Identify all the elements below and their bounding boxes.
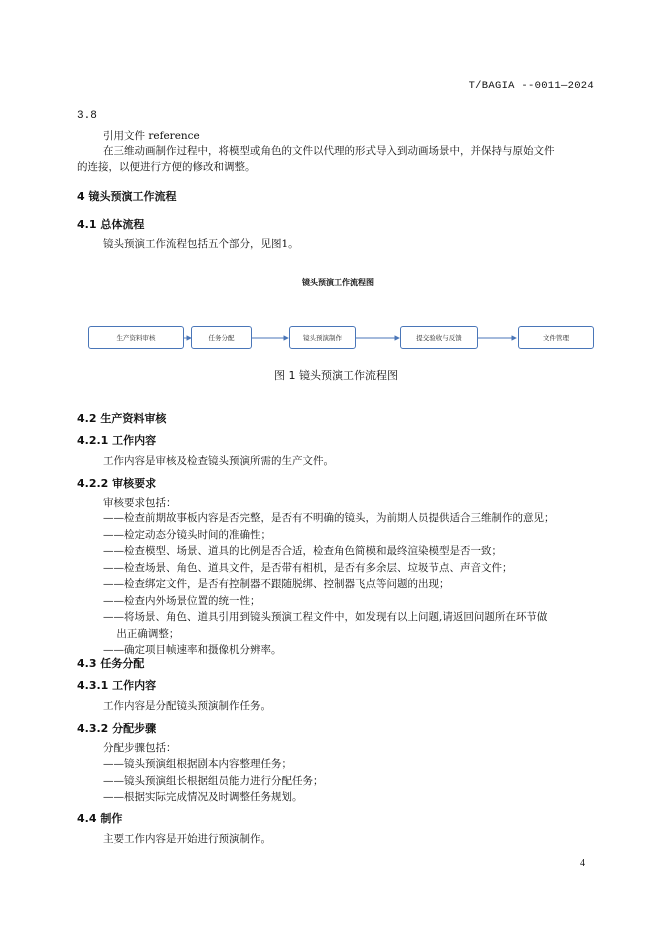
section-4-4-heading: 4.4 制作 [77, 812, 123, 825]
term-definition-line-2: 的连接，以便进行方便的修改和调整。 [77, 161, 256, 173]
list-item: ——检查内外场景位置的统一性； [103, 594, 261, 607]
section-4-2-2-heading: 4.2.2 审核要求 [77, 477, 157, 490]
section-4-2-1-text: 工作内容是审核及检查镜头预演所需的生产文件。 [103, 455, 334, 467]
figure-caption: 图 1 镜头预演工作流程图 [274, 369, 398, 382]
section-4-2-heading: 4.2 生产资料审核 [77, 412, 167, 425]
flowchart-title: 镜头预演工作流程图 [302, 278, 374, 287]
review-requirements-list [103, 510, 555, 659]
section-4-3-1-text: 工作内容是分配镜头预演制作任务。 [103, 700, 271, 712]
flow-step-file-management: 文件管理 [518, 326, 594, 349]
list-item: ——确定项目帧速率和摄像机分辨率。 [103, 644, 282, 656]
section-4-3-2-heading: 4.3.2 分配步骤 [77, 722, 157, 735]
page-number: 4 [580, 858, 585, 869]
list-item: ——根据实际完成情况及时调整任务规划。 [103, 791, 303, 803]
term-definition-line-1: 在三维动画制作过程中，将模型或角色的文件以代理的形式导入到动画场景中，并保持与原始文件 [103, 145, 555, 157]
section-4-1-heading: 4.1 总体流程 [77, 218, 145, 231]
list-item: ——检查前期故事板内容是否完整，是否有不明确的镜头，为前期人员提供适合三维制作的意见； [103, 512, 555, 524]
review-requirements-intro: 审核要求包括： [103, 497, 177, 509]
list-item: ——检查场景、角色、道具文件，是否带有相机，是否有多余层、垃圾节点、声音文件； [103, 561, 513, 574]
clause-number-3-8: 3.8 [77, 110, 97, 122]
term-title: 引用文件 reference [103, 130, 200, 142]
assignment-steps-intro: 分配步骤包括： [103, 742, 177, 754]
flow-step-production-review: 生产资料审核 [88, 326, 184, 349]
list-item: ——检查绑定文件，是否有控制器不跟随脱绑、控制器飞点等问题的出现； [103, 578, 450, 590]
section-4-1-text: 镜头预演工作流程包括五个部分，见图1。 [103, 238, 299, 250]
section-4-3-1-heading: 4.3.1 工作内容 [77, 679, 157, 692]
flow-step-task-assignment: 任务分配 [191, 326, 252, 349]
section-4-heading: 4 镜头预演工作流程 [77, 190, 177, 203]
section-4-2-1-heading: 4.2.1 工作内容 [77, 434, 157, 447]
section-4-3-heading: 4.3 任务分配 [77, 657, 145, 670]
list-item: ——检查模型、场景、道具的比例是否合适，检查角色简模和最终渲染模型是否一致； [103, 545, 502, 557]
list-item: ——镜头预演组根据剧本内容整理任务； [103, 758, 292, 770]
flow-step-submission-feedback: 提交验收与反馈 [400, 326, 478, 349]
list-item: ——将场景、角色、道具引用到镜头预演工程文件中，如发现有以上问题,请返回问题所在环节做 [103, 611, 548, 623]
section-4-4-text: 主要工作内容是开始进行预演制作。 [103, 833, 271, 845]
flow-step-previs-production: 镜头预演制作 [289, 326, 356, 349]
document-code: T/BAGIA --0011—2024 [468, 80, 594, 92]
list-item-continuation: 出正确调整； [103, 627, 180, 640]
list-item: ——镜头预演组长根据组员能力进行分配任务； [103, 774, 324, 787]
assignment-steps-list [103, 756, 324, 806]
list-item: ——检定动态分镜头时间的准确性； [103, 528, 271, 541]
